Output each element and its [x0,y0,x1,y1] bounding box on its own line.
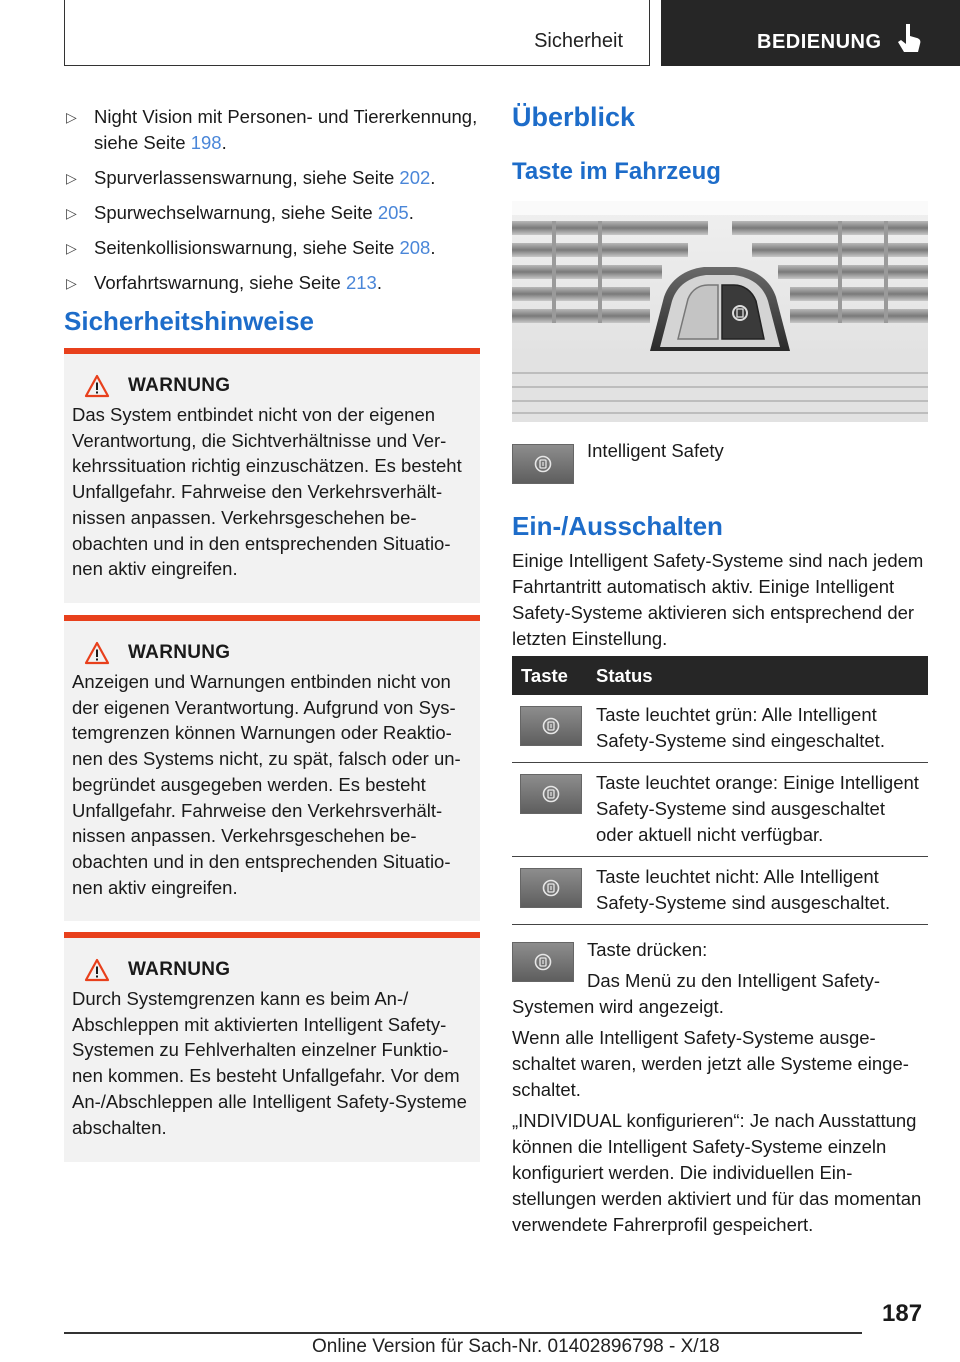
hand-pointer-icon [895,22,923,56]
table-cell-icon [512,695,596,763]
table-cell-status: Taste leuchtet grün: Alle Intelligent Safety-Systeme sind eingeschaltet. [596,695,928,763]
footer-text: Online Version für Sach-Nr. 01402896798 - X/18 [312,1336,720,1357]
safety-shield-icon [542,783,560,805]
warning-title-text: WARNUNG [128,642,231,663]
table-row [512,763,928,857]
warning-text: Anzeigen und Warnungen entbinden nicht von der eigenen Verantwortung. Aufgrund von Systemgrenzen können Warnungen oder Reaktionen des Systems nicht, zu spät, falsch oder unbegründet ausgegeben werden. Es besteht Unfallgefahr. Fahrweise den Verkehrsverhältnissen anpassen. Verkehrsgeschehen beobachten und in den entsprechenden Situationen aktiv eingreifen. [72,671,461,898]
subheading-button-in-vehicle: Taste im Fahrzeug [512,158,721,185]
list-item-punct: . [408,202,414,223]
list-item-text: Night Vision mit Personen- und Tiererkennung, siehe Seite [94,106,478,153]
warning-title [72,958,470,982]
header-section-title: Sicherheit [534,30,623,52]
table-header-taste: Taste [512,656,596,695]
footer-divider [64,1332,862,1334]
intelligent-safety-button-icon [512,444,574,484]
warning-box [64,615,480,921]
page-link[interactable]: 205 [377,202,409,223]
triangle-bullet-icon: ▷ [66,275,77,291]
table-cell-icon [512,763,596,857]
instruction-press-button: Taste drücken: [587,939,708,960]
list-item [64,235,480,261]
list-item-punct: . [430,167,436,188]
safety-button-icon [520,706,582,746]
header-chapter-title: BEDIENUNG [757,31,882,53]
page-link[interactable]: 213 [345,272,377,293]
safety-shield-icon [534,453,552,475]
table-cell-status: Taste leuchtet orange: Einige Intelligent Safety-Systeme sind ausgeschaltet oder aktuell nicht verfügbar. [596,763,928,857]
list-item [64,165,480,191]
page-link[interactable]: 198 [190,132,222,153]
section-heading-on-off: Ein-/Ausschalten [512,511,723,541]
cross-reference-list [64,104,480,305]
warning-box [64,932,480,1162]
list-item-punct: . [376,272,382,293]
table-cell-status: Taste leuchtet nicht: Alle Intelligent Safety-Systeme sind ausgeschaltet. [596,857,928,925]
list-item [64,200,480,226]
warning-triangle-icon [84,374,110,398]
warning-title-text: WARNUNG [128,375,231,396]
warning-triangle-icon [84,641,110,665]
safety-button-icon [520,868,582,908]
vehicle-button-photo [512,201,928,422]
list-item-punct: . [430,237,436,258]
triangle-bullet-icon: ▷ [66,240,77,256]
car-dashboard-illustration [512,201,928,422]
table-header-status: Status [596,656,928,695]
list-item-text: Seitenkollisionswarnung, siehe Seite [94,237,400,258]
table-row [512,695,928,763]
paragraph-all-switched-on: Wenn alle Intelligent Safety-Systeme ausgeschaltet waren, werden jetzt alle Systeme eingeschaltet. [512,1027,909,1100]
triangle-bullet-icon: ▷ [66,109,77,125]
table-header-row [512,656,928,695]
table-cell-icon [512,857,596,925]
safety-button-icon [520,774,582,814]
warning-title-text: WARNUNG [128,959,231,980]
safety-shield-icon [542,715,560,737]
paragraph-intro: Einige Intelligent Safety-Systeme sind nach jedem Fahrtantritt automatisch aktiv. Einige Intelligent Safety-Systeme aktivieren sich entsprechend der letzten Einstellung. [512,550,924,649]
list-item-text: Spurwechselwarnung, siehe Seite [94,202,378,223]
status-table [512,656,928,925]
warning-text: Durch Systemgrenzen kann es beim An-/ Abschleppen mit aktivierten Intelligent Safety-Systemen zu Fehlverhalten einzelner Funktionen kommen. Es besteht Unfallgefahr. Vor dem An-/Abschleppen alle Intelligent Safety-Systeme abschalten. [72,988,467,1138]
list-item-text: Vorfahrtswarnung, siehe Seite [94,272,346,293]
list-item-text: Spurverlassenswarnung, siehe Seite [94,167,400,188]
table-row [512,857,928,925]
warning-box [64,348,480,603]
header-section-box [64,0,650,66]
triangle-bullet-icon: ▷ [66,170,77,186]
page-link[interactable]: 208 [399,237,431,258]
list-item [64,270,480,296]
section-heading-safety-notes: Sicherheitshinweise [64,306,314,336]
paragraph-menu-shown: Das Menü zu den Intelligent Safety-Systemen wird angezeigt. [512,970,881,1017]
section-heading-overview: Überblick [512,102,636,132]
header-chapter-box [661,0,960,66]
triangle-bullet-icon: ▷ [66,205,77,221]
warning-title [72,374,470,398]
safety-shield-icon [542,877,560,899]
warning-triangle-icon [84,958,110,982]
list-item-punct: . [221,132,227,153]
page-link[interactable]: 202 [399,167,431,188]
paragraph-individual-config: „INDIVIDUAL konfigurieren“: Je nach Ausstattung können die Intelligent Safety-Systeme einzeln konfiguriert werden. Die individuellen Einstellungen werden aktiviert und für das momentan verwendete Fahrerprofil gespeichert. [512,1110,922,1235]
button-label-intelligent-safety: Intelligent Safety [587,440,724,461]
warning-text: Das System entbindet nicht von der eigenen Verantwortung, die Sichtverhältnisse und Verkehrssituation richtig einzuschätzen. Es besteht Unfallgefahr. Fahrweise den Verkehrsverhältnissen anpassen. Verkehrsgeschehen beobachten und in den entsprechenden Situationen aktiv eingreifen. [72,404,462,580]
page-number: 187 [882,1300,923,1327]
list-item [64,104,480,156]
warning-title [72,641,470,665]
